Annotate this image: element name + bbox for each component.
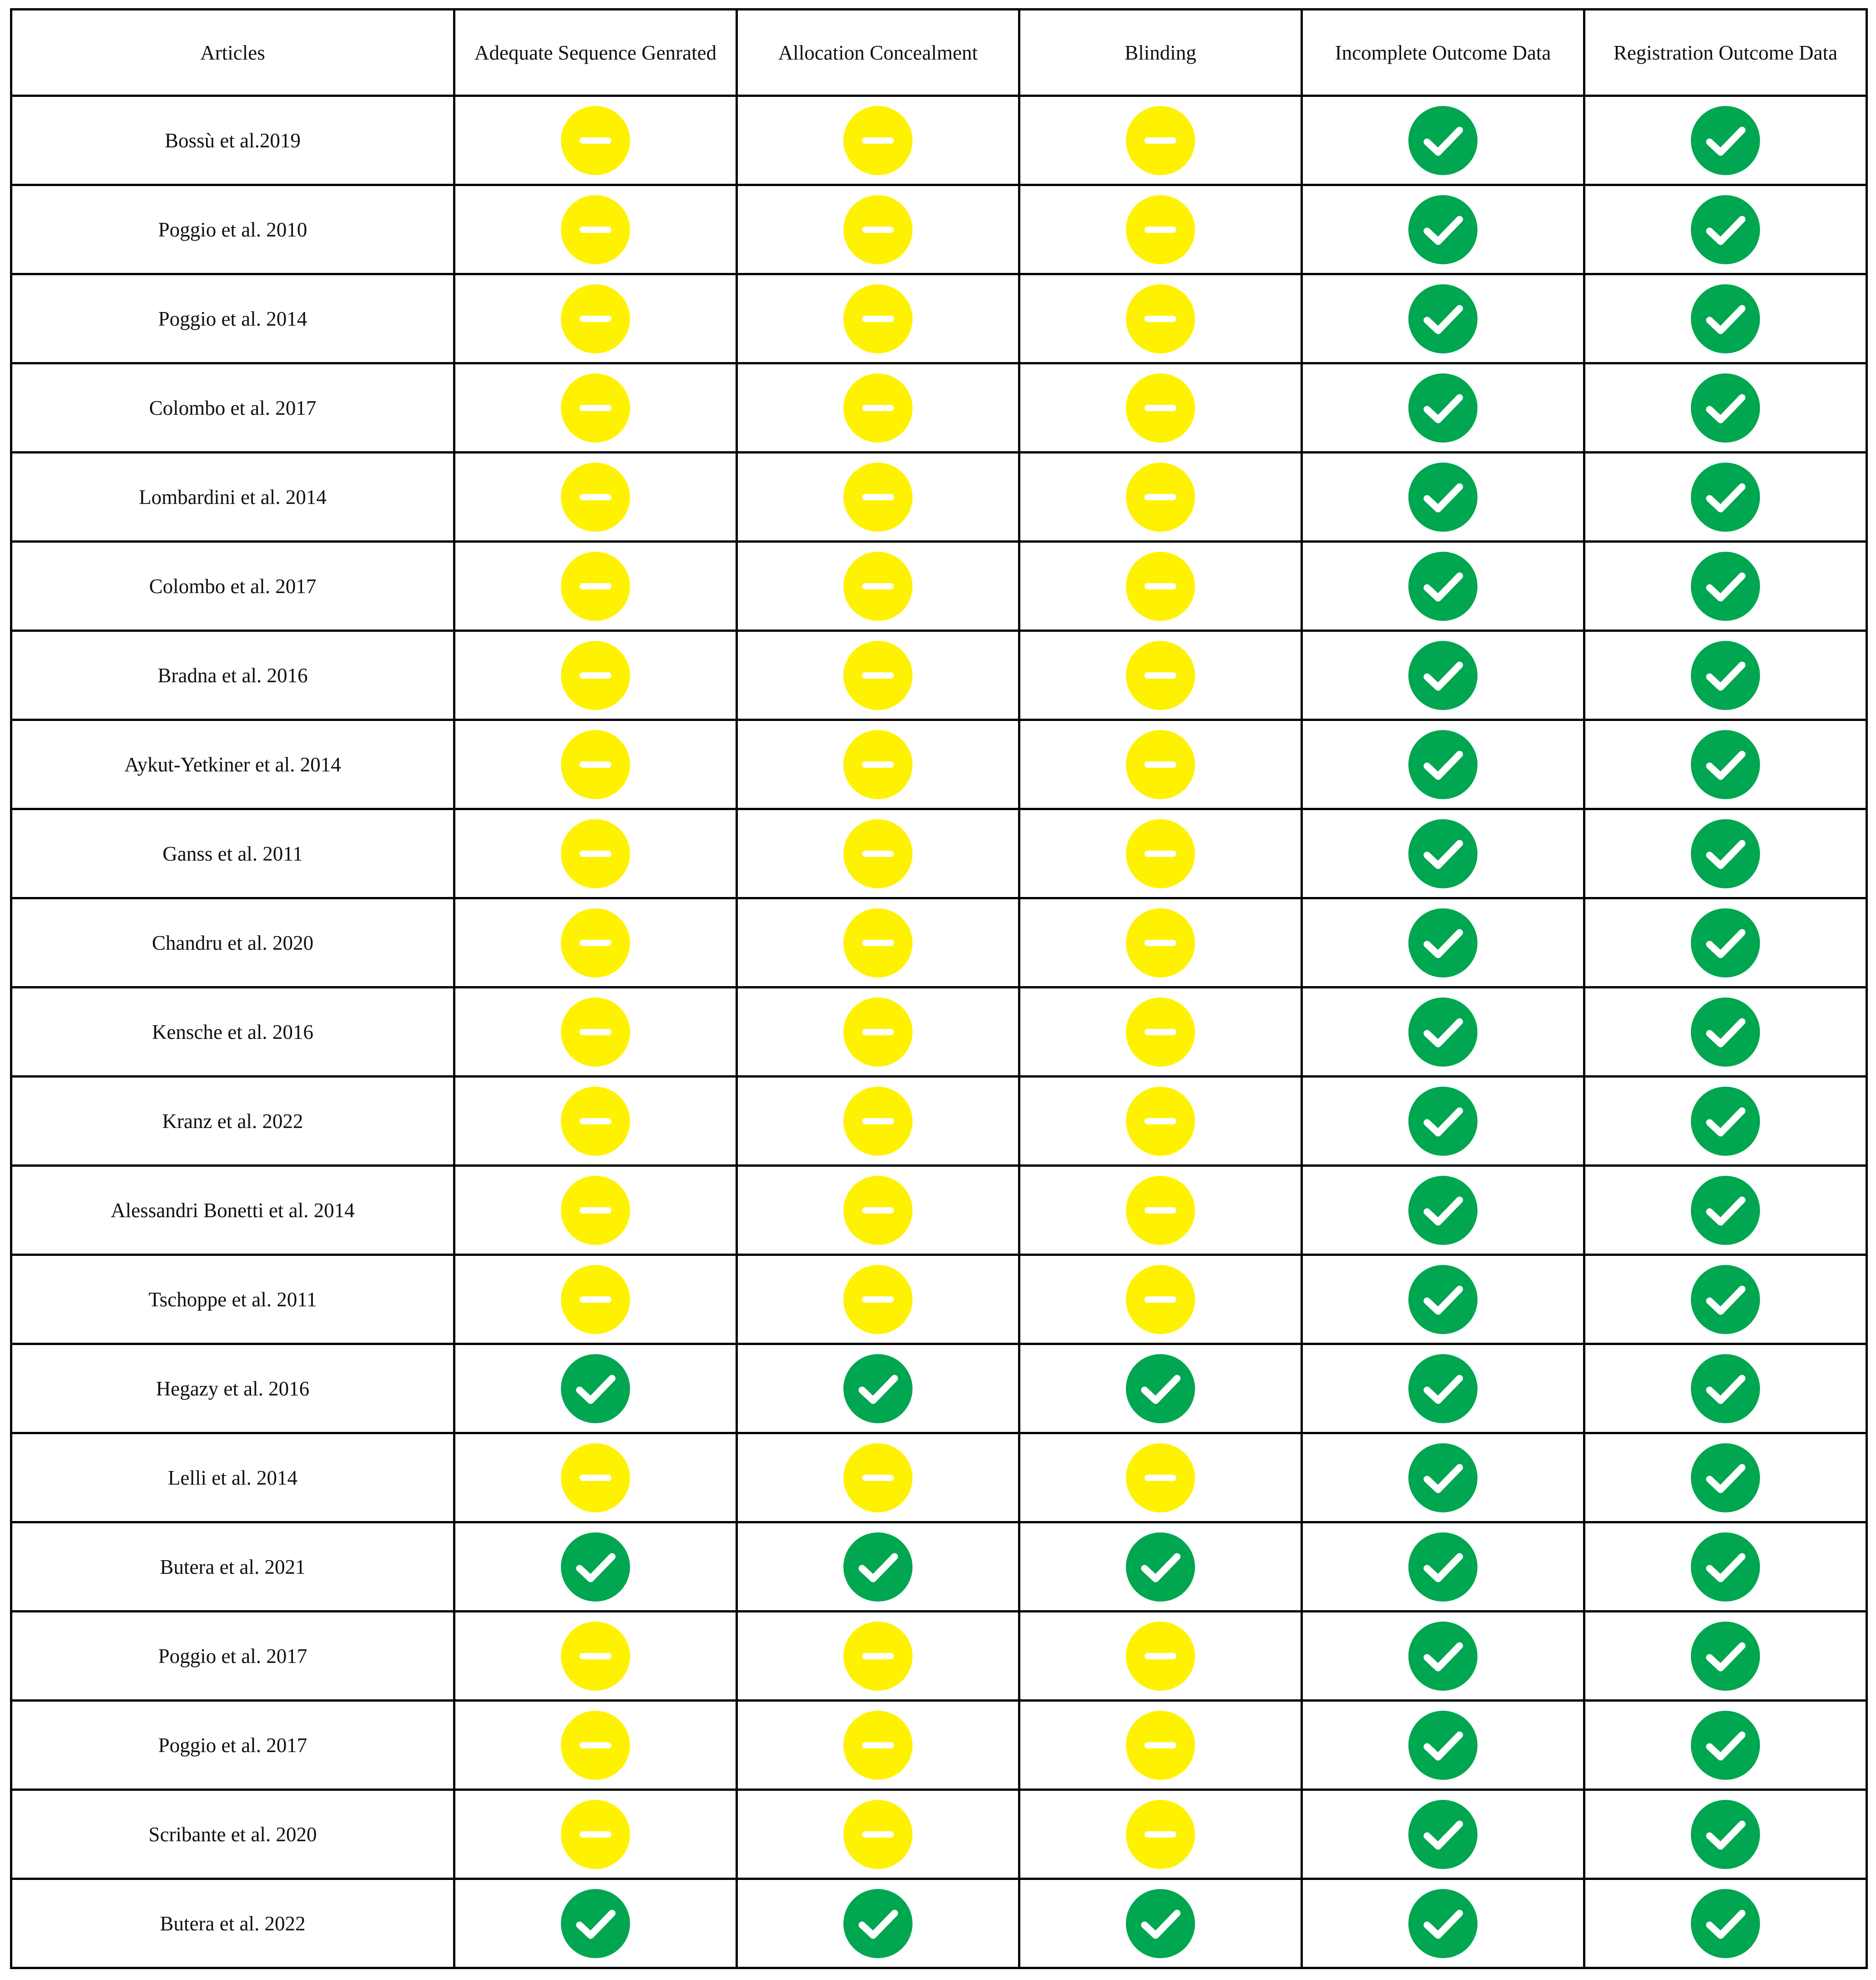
minus-icon bbox=[843, 1087, 913, 1156]
judgement-cell-incomplete-outcome-data bbox=[1302, 1790, 1584, 1879]
minus-icon bbox=[561, 552, 630, 621]
check-icon bbox=[1408, 1443, 1478, 1512]
judgement-cell-allocation-concealment bbox=[737, 185, 1019, 274]
minus-icon bbox=[561, 284, 630, 353]
table-row bbox=[11, 363, 1867, 453]
judgement-cell-blinding bbox=[1019, 453, 1302, 542]
minus-icon bbox=[561, 463, 630, 532]
check-icon bbox=[843, 1532, 913, 1602]
judgement-cell-registration-outcome-data bbox=[1584, 809, 1867, 898]
check-icon bbox=[1691, 284, 1760, 353]
judgement-cell-allocation-concealment bbox=[737, 1612, 1019, 1701]
minus-icon bbox=[843, 284, 913, 353]
table-row bbox=[11, 987, 1867, 1077]
check-icon bbox=[1408, 730, 1478, 799]
minus-icon bbox=[561, 1800, 630, 1869]
minus-icon bbox=[843, 1265, 913, 1334]
minus-icon bbox=[1126, 552, 1195, 621]
table-row bbox=[11, 1701, 1867, 1790]
minus-icon bbox=[1126, 908, 1195, 977]
article-cell: Poggio et al. 2017 bbox=[11, 1701, 454, 1790]
check-icon bbox=[1408, 819, 1478, 888]
table-row bbox=[11, 1344, 1867, 1433]
judgement-cell-incomplete-outcome-data bbox=[1302, 1077, 1584, 1166]
judgement-cell-allocation-concealment bbox=[737, 1077, 1019, 1166]
article-cell: Hegazy et al. 2016 bbox=[11, 1344, 454, 1433]
judgement-cell-allocation-concealment bbox=[737, 363, 1019, 453]
check-icon bbox=[1408, 1176, 1478, 1245]
judgement-cell-blinding bbox=[1019, 1077, 1302, 1166]
judgement-cell-registration-outcome-data bbox=[1584, 1433, 1867, 1522]
check-icon bbox=[1408, 1889, 1478, 1958]
judgement-cell-blinding bbox=[1019, 96, 1302, 185]
minus-icon bbox=[843, 373, 913, 443]
minus-icon bbox=[561, 641, 630, 710]
check-icon bbox=[1408, 998, 1478, 1067]
check-icon bbox=[1691, 908, 1760, 977]
minus-icon bbox=[843, 195, 913, 264]
minus-icon bbox=[843, 552, 913, 621]
article-cell: Ganss et al. 2011 bbox=[11, 809, 454, 898]
minus-icon bbox=[1126, 1443, 1195, 1512]
header-blinding: Blinding bbox=[1019, 10, 1302, 96]
judgement-cell-allocation-concealment bbox=[737, 1433, 1019, 1522]
minus-icon bbox=[561, 1265, 630, 1334]
judgement-cell-blinding bbox=[1019, 1612, 1302, 1701]
judgement-cell-sequence-generation bbox=[454, 1433, 737, 1522]
table-body bbox=[11, 96, 1867, 1968]
minus-icon bbox=[1126, 819, 1195, 888]
judgement-cell-registration-outcome-data bbox=[1584, 898, 1867, 987]
check-icon bbox=[1408, 1265, 1478, 1334]
article-cell: Lombardini et al. 2014 bbox=[11, 453, 454, 542]
judgement-cell-allocation-concealment bbox=[737, 274, 1019, 363]
risk-of-bias-table bbox=[10, 8, 1868, 1969]
judgement-cell-registration-outcome-data bbox=[1584, 1166, 1867, 1255]
minus-icon bbox=[561, 1443, 630, 1512]
header-sequence-generation: Adequate Sequence Genrated bbox=[454, 10, 737, 96]
check-icon bbox=[1691, 1622, 1760, 1691]
judgement-cell-sequence-generation bbox=[454, 1612, 737, 1701]
check-icon bbox=[1691, 1711, 1760, 1780]
judgement-cell-incomplete-outcome-data bbox=[1302, 1166, 1584, 1255]
minus-icon bbox=[1126, 998, 1195, 1067]
judgement-cell-blinding bbox=[1019, 1344, 1302, 1433]
judgement-cell-allocation-concealment bbox=[737, 1879, 1019, 1968]
table-row bbox=[11, 1166, 1867, 1255]
judgement-cell-blinding bbox=[1019, 1255, 1302, 1344]
judgement-cell-incomplete-outcome-data bbox=[1302, 1344, 1584, 1433]
judgement-cell-allocation-concealment bbox=[737, 1701, 1019, 1790]
article-cell: Colombo et al. 2017 bbox=[11, 363, 454, 453]
judgement-cell-allocation-concealment bbox=[737, 720, 1019, 809]
check-icon bbox=[1691, 373, 1760, 443]
judgement-cell-blinding bbox=[1019, 987, 1302, 1077]
table-row bbox=[11, 542, 1867, 631]
header-registration-outcome-data: Registration Outcome Data bbox=[1584, 10, 1867, 96]
minus-icon bbox=[843, 1800, 913, 1869]
check-icon bbox=[561, 1532, 630, 1602]
check-icon bbox=[1691, 1265, 1760, 1334]
check-icon bbox=[1691, 106, 1760, 175]
minus-icon bbox=[843, 819, 913, 888]
judgement-cell-allocation-concealment bbox=[737, 898, 1019, 987]
check-icon bbox=[1408, 1800, 1478, 1869]
judgement-cell-sequence-generation bbox=[454, 274, 737, 363]
judgement-cell-blinding bbox=[1019, 1879, 1302, 1968]
minus-icon bbox=[1126, 1176, 1195, 1245]
minus-icon bbox=[1126, 373, 1195, 443]
table-row bbox=[11, 898, 1867, 987]
judgement-cell-registration-outcome-data bbox=[1584, 631, 1867, 720]
check-icon bbox=[1126, 1354, 1195, 1423]
minus-icon bbox=[843, 1443, 913, 1512]
judgement-cell-allocation-concealment bbox=[737, 987, 1019, 1077]
judgement-cell-registration-outcome-data bbox=[1584, 542, 1867, 631]
article-cell: Poggio et al. 2014 bbox=[11, 274, 454, 363]
table-row bbox=[11, 1077, 1867, 1166]
header-row bbox=[11, 10, 1867, 96]
check-icon bbox=[1408, 641, 1478, 710]
judgement-cell-blinding bbox=[1019, 274, 1302, 363]
judgement-cell-sequence-generation bbox=[454, 1344, 737, 1433]
judgement-cell-sequence-generation bbox=[454, 453, 737, 542]
minus-icon bbox=[1126, 1265, 1195, 1334]
minus-icon bbox=[1126, 106, 1195, 175]
minus-icon bbox=[561, 1176, 630, 1245]
judgement-cell-registration-outcome-data bbox=[1584, 987, 1867, 1077]
minus-icon bbox=[561, 106, 630, 175]
judgement-cell-registration-outcome-data bbox=[1584, 1344, 1867, 1433]
check-icon bbox=[1691, 195, 1760, 264]
judgement-cell-blinding bbox=[1019, 185, 1302, 274]
minus-icon bbox=[843, 641, 913, 710]
judgement-cell-registration-outcome-data bbox=[1584, 185, 1867, 274]
judgement-cell-blinding bbox=[1019, 631, 1302, 720]
judgement-cell-incomplete-outcome-data bbox=[1302, 453, 1584, 542]
table-row bbox=[11, 453, 1867, 542]
article-cell: Alessandri Bonetti et al. 2014 bbox=[11, 1166, 454, 1255]
check-icon bbox=[1691, 730, 1760, 799]
minus-icon bbox=[1126, 284, 1195, 353]
article-cell: Bradna et al. 2016 bbox=[11, 631, 454, 720]
check-icon bbox=[1408, 373, 1478, 443]
minus-icon bbox=[561, 1711, 630, 1780]
header-articles: Articles bbox=[11, 10, 454, 96]
judgement-cell-blinding bbox=[1019, 1701, 1302, 1790]
check-icon bbox=[1126, 1532, 1195, 1602]
judgement-cell-registration-outcome-data bbox=[1584, 96, 1867, 185]
minus-icon bbox=[1126, 730, 1195, 799]
article-cell: Kranz et al. 2022 bbox=[11, 1077, 454, 1166]
minus-icon bbox=[843, 1176, 913, 1245]
judgement-cell-registration-outcome-data bbox=[1584, 1879, 1867, 1968]
article-cell: Tschoppe et al. 2011 bbox=[11, 1255, 454, 1344]
minus-icon bbox=[843, 730, 913, 799]
check-icon bbox=[1408, 1354, 1478, 1423]
check-icon bbox=[843, 1354, 913, 1423]
minus-icon bbox=[561, 819, 630, 888]
judgement-cell-incomplete-outcome-data bbox=[1302, 1879, 1584, 1968]
article-cell: Kensche et al. 2016 bbox=[11, 987, 454, 1077]
check-icon bbox=[1691, 1354, 1760, 1423]
judgement-cell-sequence-generation bbox=[454, 1790, 737, 1879]
judgement-cell-allocation-concealment bbox=[737, 1166, 1019, 1255]
judgement-cell-sequence-generation bbox=[454, 1879, 737, 1968]
judgement-cell-incomplete-outcome-data bbox=[1302, 1701, 1584, 1790]
judgement-cell-incomplete-outcome-data bbox=[1302, 274, 1584, 363]
table-row bbox=[11, 96, 1867, 185]
minus-icon bbox=[1126, 1087, 1195, 1156]
check-icon bbox=[1691, 463, 1760, 532]
judgement-cell-blinding bbox=[1019, 363, 1302, 453]
judgement-cell-registration-outcome-data bbox=[1584, 363, 1867, 453]
table-row bbox=[11, 1433, 1867, 1522]
minus-icon bbox=[561, 998, 630, 1067]
judgement-cell-registration-outcome-data bbox=[1584, 1255, 1867, 1344]
judgement-cell-sequence-generation bbox=[454, 363, 737, 453]
check-icon bbox=[1126, 1889, 1195, 1958]
minus-icon bbox=[561, 1087, 630, 1156]
judgement-cell-incomplete-outcome-data bbox=[1302, 809, 1584, 898]
judgement-cell-allocation-concealment bbox=[737, 96, 1019, 185]
minus-icon bbox=[843, 908, 913, 977]
judgement-cell-sequence-generation bbox=[454, 987, 737, 1077]
judgement-cell-sequence-generation bbox=[454, 809, 737, 898]
judgement-cell-allocation-concealment bbox=[737, 1344, 1019, 1433]
judgement-cell-blinding bbox=[1019, 1166, 1302, 1255]
minus-icon bbox=[1126, 1622, 1195, 1691]
check-icon bbox=[1691, 1800, 1760, 1869]
judgement-cell-sequence-generation bbox=[454, 185, 737, 274]
judgement-cell-allocation-concealment bbox=[737, 1790, 1019, 1879]
judgement-cell-blinding bbox=[1019, 1433, 1302, 1522]
judgement-cell-incomplete-outcome-data bbox=[1302, 720, 1584, 809]
judgement-cell-sequence-generation bbox=[454, 542, 737, 631]
judgement-cell-blinding bbox=[1019, 720, 1302, 809]
judgement-cell-blinding bbox=[1019, 809, 1302, 898]
judgement-cell-registration-outcome-data bbox=[1584, 1790, 1867, 1879]
table-row bbox=[11, 809, 1867, 898]
check-icon bbox=[1408, 195, 1478, 264]
check-icon bbox=[1691, 1889, 1760, 1958]
check-icon bbox=[1691, 998, 1760, 1067]
judgement-cell-sequence-generation bbox=[454, 1166, 737, 1255]
article-cell: Bossù et al.2019 bbox=[11, 96, 454, 185]
minus-icon bbox=[561, 195, 630, 264]
judgement-cell-incomplete-outcome-data bbox=[1302, 631, 1584, 720]
judgement-cell-allocation-concealment bbox=[737, 1522, 1019, 1612]
minus-icon bbox=[843, 106, 913, 175]
minus-icon bbox=[1126, 641, 1195, 710]
judgement-cell-sequence-generation bbox=[454, 1522, 737, 1612]
table-row bbox=[11, 274, 1867, 363]
article-cell: Butera et al. 2021 bbox=[11, 1522, 454, 1612]
table-row bbox=[11, 1522, 1867, 1612]
judgement-cell-incomplete-outcome-data bbox=[1302, 542, 1584, 631]
article-cell: Poggio et al. 2010 bbox=[11, 185, 454, 274]
judgement-cell-blinding bbox=[1019, 1522, 1302, 1612]
header-incomplete-outcome-data: Incomplete Outcome Data bbox=[1302, 10, 1584, 96]
judgement-cell-blinding bbox=[1019, 898, 1302, 987]
judgement-cell-incomplete-outcome-data bbox=[1302, 185, 1584, 274]
check-icon bbox=[1691, 1087, 1760, 1156]
header-allocation-concealment: Allocation Concealment bbox=[737, 10, 1019, 96]
judgement-cell-registration-outcome-data bbox=[1584, 1077, 1867, 1166]
table-row bbox=[11, 1879, 1867, 1968]
judgement-cell-blinding bbox=[1019, 1790, 1302, 1879]
check-icon bbox=[561, 1889, 630, 1958]
check-icon bbox=[1691, 1443, 1760, 1512]
article-cell: Aykut-Yetkiner et al. 2014 bbox=[11, 720, 454, 809]
judgement-cell-incomplete-outcome-data bbox=[1302, 898, 1584, 987]
check-icon bbox=[1691, 819, 1760, 888]
check-icon bbox=[1408, 284, 1478, 353]
minus-icon bbox=[561, 373, 630, 443]
judgement-cell-registration-outcome-data bbox=[1584, 720, 1867, 809]
check-icon bbox=[1691, 1532, 1760, 1602]
check-icon bbox=[1408, 1622, 1478, 1691]
check-icon bbox=[1408, 106, 1478, 175]
judgement-cell-allocation-concealment bbox=[737, 542, 1019, 631]
minus-icon bbox=[1126, 1800, 1195, 1869]
judgement-cell-incomplete-outcome-data bbox=[1302, 363, 1584, 453]
article-cell: Colombo et al. 2017 bbox=[11, 542, 454, 631]
minus-icon bbox=[1126, 463, 1195, 532]
judgement-cell-registration-outcome-data bbox=[1584, 274, 1867, 363]
judgement-cell-allocation-concealment bbox=[737, 1255, 1019, 1344]
judgement-cell-allocation-concealment bbox=[737, 453, 1019, 542]
judgement-cell-registration-outcome-data bbox=[1584, 1522, 1867, 1612]
minus-icon bbox=[561, 730, 630, 799]
judgement-cell-sequence-generation bbox=[454, 96, 737, 185]
minus-icon bbox=[1126, 1711, 1195, 1780]
minus-icon bbox=[561, 908, 630, 977]
judgement-cell-sequence-generation bbox=[454, 1255, 737, 1344]
judgement-cell-allocation-concealment bbox=[737, 631, 1019, 720]
check-icon bbox=[1408, 1532, 1478, 1602]
judgement-cell-sequence-generation bbox=[454, 720, 737, 809]
judgement-cell-registration-outcome-data bbox=[1584, 1701, 1867, 1790]
check-icon bbox=[1408, 908, 1478, 977]
check-icon bbox=[1408, 1087, 1478, 1156]
article-cell: Butera et al. 2022 bbox=[11, 1879, 454, 1968]
check-icon bbox=[843, 1889, 913, 1958]
judgement-cell-allocation-concealment bbox=[737, 809, 1019, 898]
table-row bbox=[11, 1790, 1867, 1879]
check-icon bbox=[1691, 641, 1760, 710]
judgement-cell-sequence-generation bbox=[454, 898, 737, 987]
judgement-cell-blinding bbox=[1019, 542, 1302, 631]
judgement-cell-registration-outcome-data bbox=[1584, 1612, 1867, 1701]
judgement-cell-registration-outcome-data bbox=[1584, 453, 1867, 542]
minus-icon bbox=[843, 1622, 913, 1691]
check-icon bbox=[1691, 1176, 1760, 1245]
judgement-cell-incomplete-outcome-data bbox=[1302, 1255, 1584, 1344]
table-row bbox=[11, 631, 1867, 720]
minus-icon bbox=[843, 1711, 913, 1780]
judgement-cell-sequence-generation bbox=[454, 1077, 737, 1166]
judgement-cell-incomplete-outcome-data bbox=[1302, 1612, 1584, 1701]
minus-icon bbox=[843, 998, 913, 1067]
table-row bbox=[11, 720, 1867, 809]
article-cell: Poggio et al. 2017 bbox=[11, 1612, 454, 1701]
check-icon bbox=[1691, 552, 1760, 621]
minus-icon bbox=[843, 463, 913, 532]
judgement-cell-incomplete-outcome-data bbox=[1302, 987, 1584, 1077]
article-cell: Lelli et al. 2014 bbox=[11, 1433, 454, 1522]
article-cell: Scribante et al. 2020 bbox=[11, 1790, 454, 1879]
check-icon bbox=[1408, 552, 1478, 621]
judgement-cell-incomplete-outcome-data bbox=[1302, 96, 1584, 185]
article-cell: Chandru et al. 2020 bbox=[11, 898, 454, 987]
judgement-cell-sequence-generation bbox=[454, 1701, 737, 1790]
check-icon bbox=[1408, 463, 1478, 532]
check-icon bbox=[1408, 1711, 1478, 1780]
table-row bbox=[11, 185, 1867, 274]
judgement-cell-incomplete-outcome-data bbox=[1302, 1433, 1584, 1522]
minus-icon bbox=[1126, 195, 1195, 264]
table-row bbox=[11, 1255, 1867, 1344]
check-icon bbox=[561, 1354, 630, 1423]
judgement-cell-incomplete-outcome-data bbox=[1302, 1522, 1584, 1612]
table-row bbox=[11, 1612, 1867, 1701]
minus-icon bbox=[561, 1622, 630, 1691]
judgement-cell-sequence-generation bbox=[454, 631, 737, 720]
